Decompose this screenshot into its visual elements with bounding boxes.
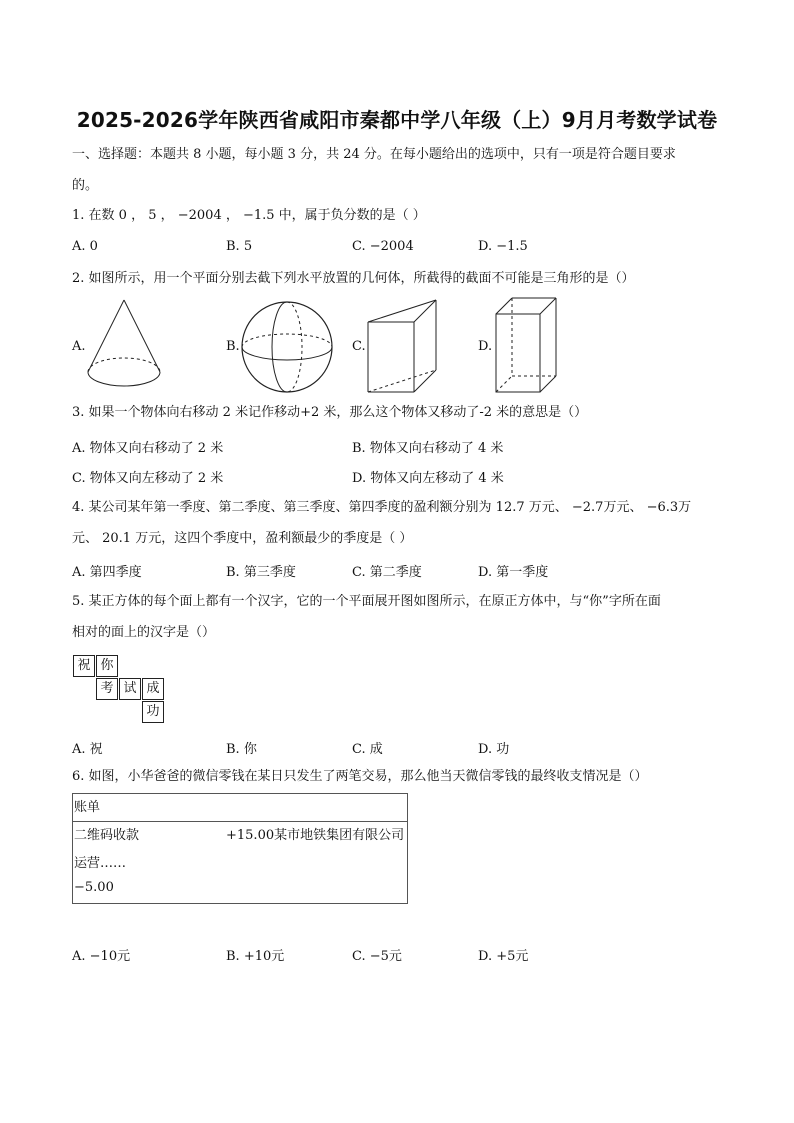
q3-option-c: C. 物体又向左移动了 2 米	[72, 471, 224, 486]
question-4-stem-cont: 元、 20.1 万元，这四个季度中，盈利额最少的季度是（ ）	[72, 531, 413, 546]
q5-option-d: D. 功	[478, 742, 510, 757]
q1-option-c: C. −2004	[352, 239, 414, 254]
net-cell: 祝	[73, 655, 95, 677]
question-5-stem: 5. 某正方体的每个面上都有一个汉字，它的一个平面展开图如图所示，在原正方体中，与“你”字所在面	[72, 594, 661, 609]
net-cell: 你	[96, 655, 118, 677]
page-title: 2025-2026学年陕西省咸阳市秦都中学八年级（上）9月月考数学试卷	[76, 108, 718, 132]
q2-option-d: D.	[478, 339, 493, 354]
q2-option-c: C.	[352, 339, 366, 354]
bill-row-label: 二维码收款	[74, 828, 140, 843]
q5-option-c: C. 成	[352, 742, 383, 757]
q1-option-a: A. 0	[72, 239, 98, 254]
net-cell: 考	[96, 678, 118, 700]
section-heading: 一、选择题：本题共 8 小题，每小题 3 分，共 24 分。在每小题给出的选项中，只有一项是符合题目要求	[72, 147, 676, 162]
question-5-stem-cont: 相对的面上的汉字是（）	[72, 625, 216, 640]
q3-option-b: B. 物体又向右移动了 4 米	[352, 441, 504, 456]
q6-option-b: B. +10元	[226, 949, 285, 964]
q3-option-a: A. 物体又向右移动了 2 米	[72, 441, 224, 456]
q4-option-b: B. 第三季度	[226, 565, 296, 580]
bill-row-amount: +15.00某市地铁集团有限公司	[226, 828, 405, 843]
q2-option-b: B.	[226, 339, 240, 354]
q4-option-a: A. 第四季度	[72, 565, 142, 580]
net-cell: 成	[142, 678, 164, 700]
q5-option-a: A. 祝	[72, 742, 103, 757]
question-4-stem: 4. 某公司某年第一季度、第二季度、第三季度、第四季度的盈利额分别为 12.7 万元、 −2.7万元、 −6.3万	[72, 500, 692, 515]
question-3-stem: 3. 如果一个物体向右移动 2 米记作移动+2 米，那么这个物体又移动了-2 米的意思是（）	[72, 405, 588, 420]
triangular-prism-icon	[366, 296, 442, 396]
q4-option-d: D. 第一季度	[478, 565, 549, 580]
bill-row-cont: 运营……	[74, 856, 127, 871]
q6-option-c: C. −5元	[352, 949, 402, 964]
q2-option-a: A.	[72, 339, 86, 354]
q6-option-d: D. +5元	[478, 949, 529, 964]
bill-box	[72, 793, 408, 904]
q4-option-c: C. 第二季度	[352, 565, 422, 580]
q3-option-d: D. 物体又向左移动了 4 米	[352, 471, 504, 486]
q1-option-b: B. 5	[226, 239, 253, 254]
question-2-stem: 2. 如图所示，用一个平面分别去截下列水平放置的几何体，所截得的截面不可能是三角形的是（）	[72, 271, 635, 286]
bill-row-expense: −5.00	[74, 880, 114, 895]
sphere-icon	[240, 300, 334, 394]
question-1-stem: 1. 在数 0 ， 5 ， −2004 ， −1.5 中，属于负分数的是（ ）	[72, 208, 426, 223]
net-cell: 功	[142, 701, 164, 723]
q1-option-d: D. −1.5	[478, 239, 528, 254]
question-6-stem: 6. 如图，小华爸爸的微信零钱在某日只发生了两笔交易，那么他当天微信零钱的最终收支情况是（）	[72, 769, 648, 784]
rectangular-prism-icon	[494, 296, 558, 396]
cone-icon	[86, 296, 162, 396]
bill-divider	[73, 821, 407, 822]
net-cell: 试	[119, 678, 141, 700]
bill-header: 账单	[74, 800, 101, 815]
q5-option-b: B. 你	[226, 742, 257, 757]
section-heading-cont: 的。	[72, 178, 99, 193]
q6-option-a: A. −10元	[72, 949, 131, 964]
